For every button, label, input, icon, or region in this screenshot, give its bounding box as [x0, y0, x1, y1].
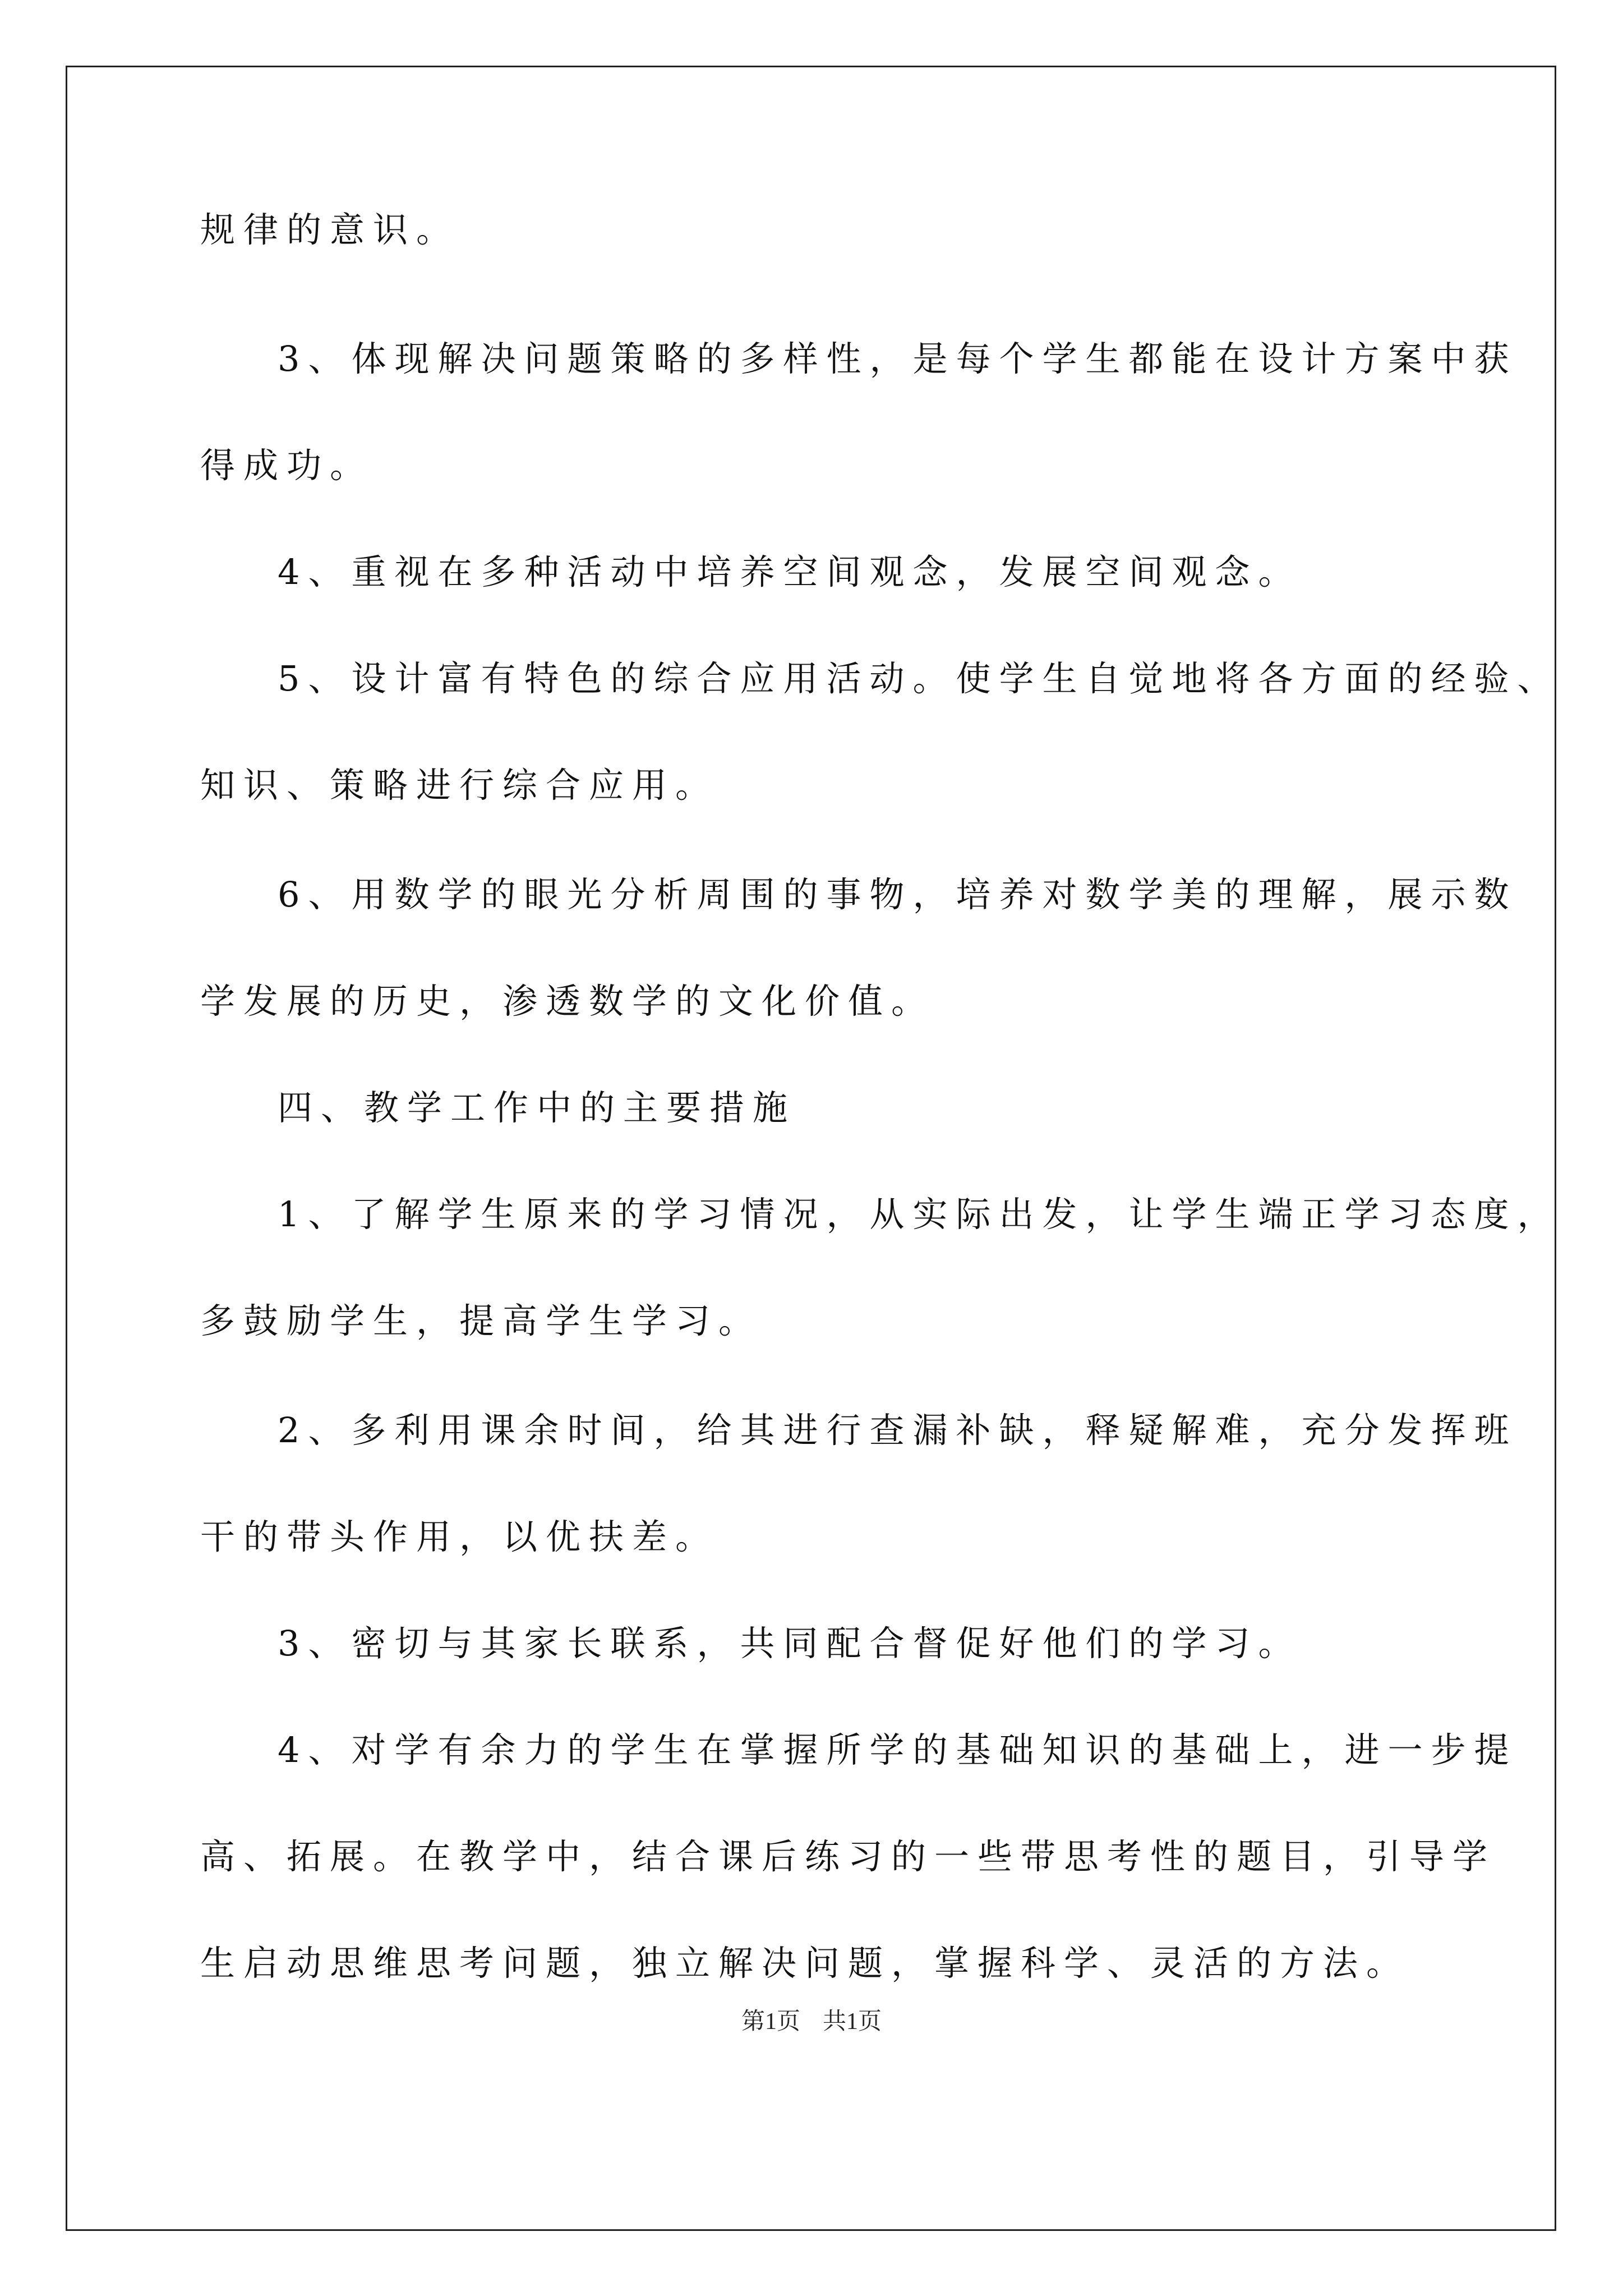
- section-heading: 四、教学工作中的主要措施: [278, 1087, 796, 1128]
- text-line: 知识、策略进行综合应用。: [200, 765, 719, 806]
- text-line: 6、用数学的眼光分析周围的事物，培养对数学美的理解，展示数: [278, 874, 1518, 915]
- text-line: 干的带头作用，以优扶差。: [200, 1516, 719, 1557]
- text-line: 多鼓励学生，提高学生学习。: [200, 1300, 762, 1341]
- text-line: 1、了解学生原来的学习情况，从实际出发，让学生端正学习态度，: [278, 1194, 1561, 1235]
- text-line: 3、体现解决问题策略的多样性，是每个学生都能在设计方案中获: [278, 338, 1518, 379]
- page-number: 第1页: [741, 2009, 800, 2035]
- page-footer: [0, 2007, 1623, 2036]
- page-border: [66, 66, 1556, 2231]
- text-line: 生启动思维思考问题，独立解决问题，掌握科学、灵活的方法。: [200, 1943, 1410, 1984]
- text-line: 5、设计富有特色的综合应用活动。使学生自觉地将各方面的经验、: [278, 658, 1561, 699]
- text-line: 高、拓展。在教学中，结合课后练习的一些带思考性的题目，引导学: [200, 1836, 1496, 1877]
- text-line: 2、多利用课余时间，给其进行查漏补缺，释疑解难，充分发挥班: [278, 1410, 1518, 1451]
- page-total: 共1页: [823, 2009, 882, 2035]
- text-line: 4、重视在多种活动中培养空间观念，发展空间观念。: [278, 551, 1302, 592]
- text-line: 4、对学有余力的学生在掌握所学的基础知识的基础上，进一步提: [278, 1729, 1518, 1770]
- text-line: 学发展的历史，渗透数学的文化价值。: [200, 981, 935, 1022]
- text-line: 规律的意识。: [200, 209, 460, 250]
- text-line: 3、密切与其家长联系，共同配合督促好他们的学习。: [278, 1623, 1302, 1664]
- text-line: 得成功。: [200, 445, 374, 486]
